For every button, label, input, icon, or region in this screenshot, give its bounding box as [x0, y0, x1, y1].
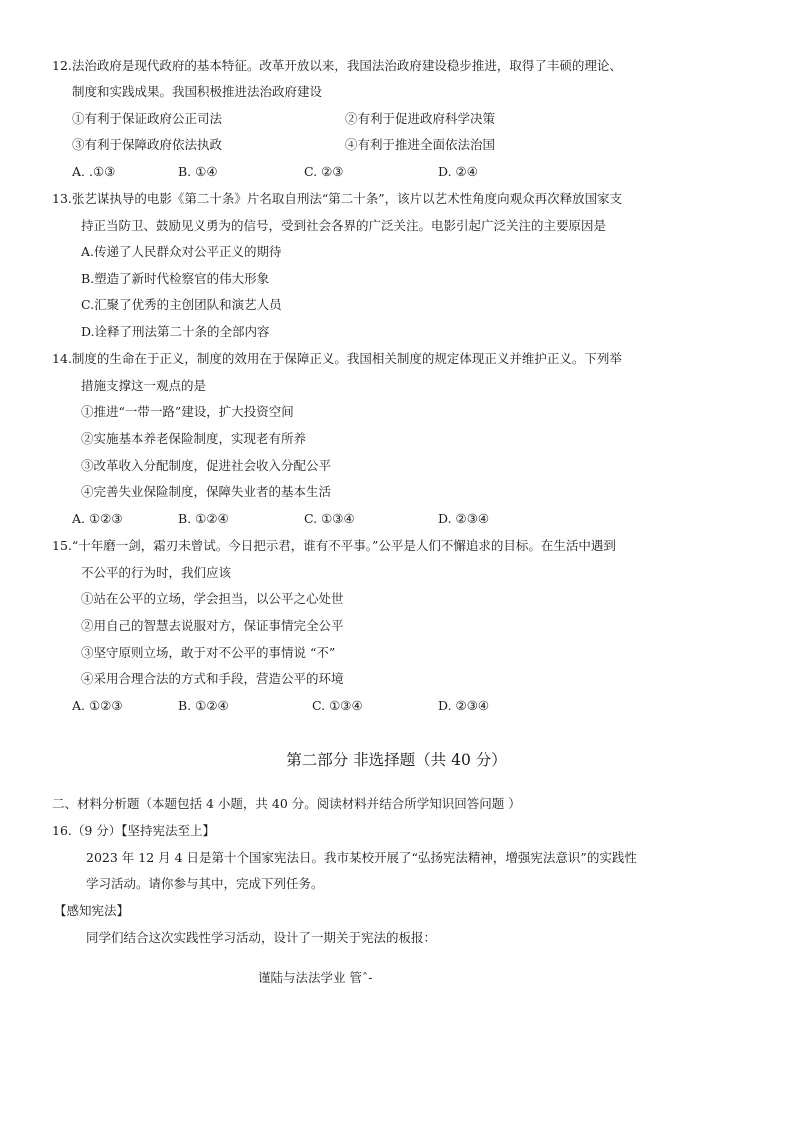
sub-section-title: 【感知宪法】: [54, 903, 130, 918]
q12-option-d: D. ②④: [438, 164, 478, 179]
q15-option-c: C. ①③④: [312, 698, 363, 713]
q16-paragraph-line1: 2023 年 12 月 4 日是第十个国家宪法日。我市某校开展了“弘扬宪法精神，增强宪法意识”的实践性: [86, 850, 637, 865]
q13-stem-line2: 持正当防卫、鼓励见义勇为的信号，受到社会各界的广泛关注。电影引起广泛关注的主要原因是: [81, 218, 607, 233]
q15-item-2: ②用自己的智慧去说服对方，保证事情完全公平: [81, 618, 344, 633]
q12-item-1: ①有利于保证政府公正司法: [72, 111, 223, 126]
q15-item-1: ①站在公平的立场，学会担当，以公平之心处世: [81, 591, 344, 606]
q13-option-b: B.塑造了新时代检察官的伟大形象: [81, 271, 270, 286]
sub-section-text: 同学们结合这次实践性学习活动，设计了一期关于宪法的板报：: [86, 930, 437, 945]
q15-option-b: B. ①②④: [178, 698, 229, 713]
q13-option-d: D.诠释了刑法第二十条的全部内容: [81, 324, 270, 339]
q15-options: [72, 698, 572, 714]
q13-stem-line1: 13.张艺谋执导的电影《第二十条》片名取自刑法“第二十条”，该片以艺术性角度向观众再次释放国家支: [52, 191, 623, 206]
part2-heading: 二、材料分析题（本题包括 4 小题，共 40 分。阅读材料并结合所学知识回答问题 ）: [52, 796, 521, 811]
q15-option-a: A. ①②③: [72, 698, 123, 713]
q14-item-4: ④完善失业保险制度，保障失业者的基本生活: [81, 484, 332, 499]
board-caption: 谨陆与法法学业 管ˆ-: [258, 970, 373, 985]
q13-option-a: A.传递了人民群众对公平正义的期待: [81, 244, 282, 259]
q14-stem-line2: 措施支撑这一观点的是: [81, 378, 207, 393]
q12-option-b: B. ①④: [178, 164, 218, 179]
q12-items-row1: [72, 111, 632, 127]
q16-paragraph-line2: 学习活动。请你参与其中，完成下列任务。: [86, 876, 324, 891]
q14-option-d: D. ②③④: [438, 511, 490, 526]
q14-option-a: A. ①②③: [72, 511, 123, 526]
q12-item-4: ④有利于推进全面依法治国: [345, 137, 496, 152]
part2-title: 第二部分 非选择题（共 40 分）: [286, 751, 507, 769]
q15-item-4: ④采用合理合法的方式和手段，营造公平的环境: [81, 671, 344, 686]
q12-option-a: A. .①③: [72, 164, 116, 179]
q14-item-1: ①推进“一带一路”建设，扩大投资空间: [81, 404, 294, 419]
q15-stem-line1: 15.“十年磨一剑，霜刃未曾试。今日把示君，谁有不平事。”公平是人们不懈追求的目标。在生活中遇到: [52, 538, 616, 553]
q15-option-d: D. ②③④: [438, 698, 490, 713]
q15-item-3: ③坚守原则立场，敢于对不公平的事情说 “不”: [81, 645, 336, 660]
q14-option-b: B. ①②④: [178, 511, 229, 526]
q12-item-2: ②有利于促进政府科学决策: [345, 111, 496, 126]
q12-item-3: ③有利于保障政府依法执政: [72, 137, 223, 152]
q12-stem-line1: 12.法治政府是现代政府的基本特征。改革开放以来，我国法治政府建设稳步推进，取得了丰硕的理论、: [52, 58, 622, 73]
q12-stem-line2: 制度和实践成果。我国积极推进法治政府建设: [72, 84, 323, 99]
q14-item-3: ③改革收入分配制度，促进社会收入分配公平: [81, 458, 332, 473]
q14-option-c: C. ①③④: [304, 511, 355, 526]
q12-items-row2: [72, 137, 632, 153]
q15-stem-line2: 不公平的行为时，我们应该: [81, 565, 232, 580]
q13-option-c: C.汇聚了优秀的主创团队和演艺人员: [81, 297, 282, 312]
q12-options: [72, 164, 572, 180]
q14-stem-line1: 14.制度的生命在于正义，制度的效用在于保障正义。我国相关制度的规定体现正义并维护正义。下列举: [52, 351, 622, 366]
q12-option-c: C. ②③: [304, 164, 344, 179]
q14-item-2: ②实施基本养老保险制度，实现老有所养: [81, 431, 307, 446]
q14-options: [72, 511, 572, 527]
q16-title: 16.（9 分）【坚持宪法至上】: [52, 823, 216, 838]
